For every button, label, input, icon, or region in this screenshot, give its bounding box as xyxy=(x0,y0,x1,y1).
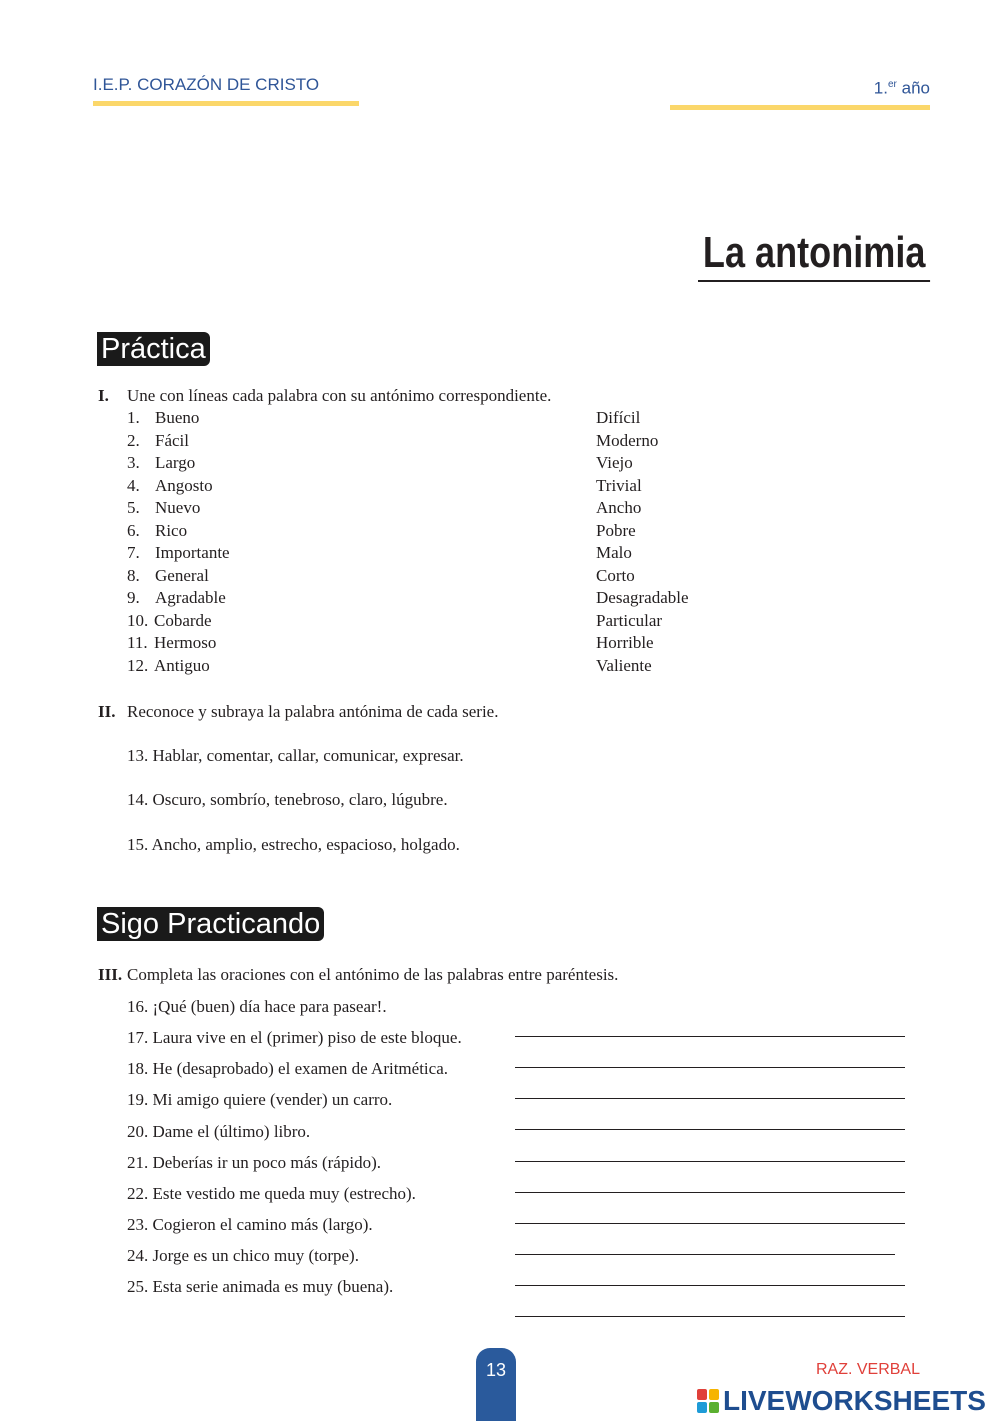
grade-number: 1. xyxy=(873,78,888,98)
sentence-text: 20. Dame el (último) libro. xyxy=(127,1122,311,1141)
series-item[interactable]: 15. Ancho, amplio, estrecho, espacioso, holgado. xyxy=(127,835,460,854)
sentence-text: 19. Mi amigo quiere (vender) un carro. xyxy=(127,1090,393,1109)
item-number: 2. xyxy=(127,430,140,450)
item-number: 10. xyxy=(127,610,149,630)
subject-label: RAZ. VERBAL xyxy=(815,1361,920,1378)
part3-instruction: Completa las oraciones con el antónimo de las palabras entre paréntesis. xyxy=(127,965,619,984)
series-item[interactable]: 13. Hablar, comentar, callar, comunicar, expresar. xyxy=(127,746,464,765)
item-number: 7. xyxy=(127,543,140,562)
sentence-text: 25. Esta serie animada es muy (buena). xyxy=(127,1277,394,1296)
sentence-text: 17. Laura vive en el (primer) piso de este bloque. xyxy=(127,1028,462,1047)
grade-sup: er xyxy=(887,79,897,90)
item-word: Bueno xyxy=(155,408,200,427)
item-number: 12. xyxy=(127,655,149,675)
item-word: Cobarde xyxy=(154,610,212,630)
item-word: Importante xyxy=(155,543,230,562)
part2-roman: II. xyxy=(98,702,116,721)
answer-blank[interactable] xyxy=(515,1298,905,1317)
item-word: Angosto xyxy=(155,475,213,495)
right-antonym-item[interactable]: Corto xyxy=(596,565,635,585)
item-number: 4. xyxy=(127,475,140,495)
left-word-item[interactable] xyxy=(127,452,230,475)
right-antonym-item[interactable]: Horrible xyxy=(596,633,654,652)
item-word: Rico xyxy=(155,520,188,540)
item-word: Agradable xyxy=(155,588,226,607)
item-number: 8. xyxy=(127,565,140,585)
header-left xyxy=(93,75,359,106)
right-antonym-item[interactable]: Difícil xyxy=(596,408,641,427)
completion-row xyxy=(127,1058,907,1082)
sentence-text: 18. He (desaprobado) el examen de Aritmética. xyxy=(127,1059,448,1078)
left-word-item[interactable] xyxy=(127,407,230,430)
item-word: Largo xyxy=(155,453,196,472)
item-number: 5. xyxy=(127,498,140,517)
liveworksheets-brand xyxy=(697,1386,986,1416)
right-antonym-item[interactable]: Malo xyxy=(596,543,632,562)
left-word-item[interactable] xyxy=(127,655,230,678)
sentence-text: 24. Jorge es un chico muy (torpe). xyxy=(127,1246,359,1265)
right-antonym-item[interactable]: Ancho xyxy=(596,498,642,517)
part1-heading xyxy=(98,385,551,407)
part3-roman: III. xyxy=(98,965,123,984)
item-word: Antiguo xyxy=(154,655,210,675)
section-sigo-practicando: Sigo Practicando xyxy=(97,907,324,941)
right-antonym-item[interactable]: Viejo xyxy=(596,453,633,472)
left-word-item[interactable] xyxy=(127,587,230,610)
section-practica: Práctica xyxy=(97,332,210,366)
left-word-item[interactable] xyxy=(127,632,230,655)
item-number: 3. xyxy=(127,453,140,472)
left-word-item[interactable] xyxy=(127,430,230,453)
right-antonym-item[interactable]: Particular xyxy=(596,610,663,630)
completion-row xyxy=(127,1183,907,1207)
liveworksheets-logo-icon xyxy=(697,1389,719,1413)
right-antonym-item[interactable]: Desagradable xyxy=(596,588,689,607)
grade-label xyxy=(670,75,930,99)
header-right xyxy=(670,75,930,110)
completion-row xyxy=(127,1027,907,1051)
right-antonym-item[interactable]: Valiente xyxy=(596,655,652,675)
left-word-item[interactable] xyxy=(127,520,230,543)
left-word-item[interactable] xyxy=(127,565,230,588)
header-right-rule xyxy=(670,105,930,110)
item-number: 11. xyxy=(127,633,148,652)
item-word: Fácil xyxy=(155,430,189,450)
left-word-item[interactable] xyxy=(127,497,230,520)
page-title: La antonimia xyxy=(698,228,930,282)
completion-row xyxy=(127,1214,907,1238)
completion-row xyxy=(127,996,907,1020)
grade-word: año xyxy=(901,78,930,98)
completion-row xyxy=(127,1276,907,1300)
part2-heading xyxy=(98,701,498,723)
part1-roman: I. xyxy=(98,386,109,405)
completion-row xyxy=(127,1245,907,1269)
sentence-text: 22. Este vestido me queda muy (estrecho). xyxy=(127,1184,416,1203)
item-number: 6. xyxy=(127,520,140,540)
sentence-text: 21. Deberías ir un poco más (rápido). xyxy=(127,1153,381,1172)
item-number: 9. xyxy=(127,588,140,607)
sentence-text: 23. Cogieron el camino más (largo). xyxy=(127,1215,373,1234)
sentence-text: 16. ¡Qué (buen) día hace para pasear!. xyxy=(127,997,387,1016)
right-antonym-item[interactable]: Moderno xyxy=(596,430,659,450)
left-word-item[interactable] xyxy=(127,542,230,565)
completion-row xyxy=(127,1089,907,1113)
item-word: General xyxy=(155,565,209,585)
liveworksheets-wordmark: LIVEWORKSHEETS xyxy=(723,1385,986,1416)
left-word-item[interactable] xyxy=(127,475,230,498)
item-word: Nuevo xyxy=(155,498,201,517)
part1-right-column xyxy=(596,407,689,677)
left-word-item[interactable] xyxy=(127,610,230,633)
part1-instruction: Une con líneas cada palabra con su antónimo correspondiente. xyxy=(127,386,552,405)
part1-left-column xyxy=(127,407,230,677)
item-word: Hermoso xyxy=(154,633,217,652)
completion-row xyxy=(127,1152,907,1176)
completion-row xyxy=(127,1121,907,1145)
item-number: 1. xyxy=(127,408,140,427)
school-name: I.E.P. CORAZÓN DE CRISTO xyxy=(93,75,320,94)
header-left-rule xyxy=(93,101,359,106)
part3-heading xyxy=(98,964,618,986)
right-antonym-item[interactable]: Trivial xyxy=(596,475,642,495)
page-number: 13 xyxy=(476,1348,516,1421)
right-antonym-item[interactable]: Pobre xyxy=(596,520,636,540)
series-item[interactable]: 14. Oscuro, sombrío, tenebroso, claro, lúgubre. xyxy=(127,790,448,809)
part2-instruction: Reconoce y subraya la palabra antónima de cada serie. xyxy=(127,702,499,721)
